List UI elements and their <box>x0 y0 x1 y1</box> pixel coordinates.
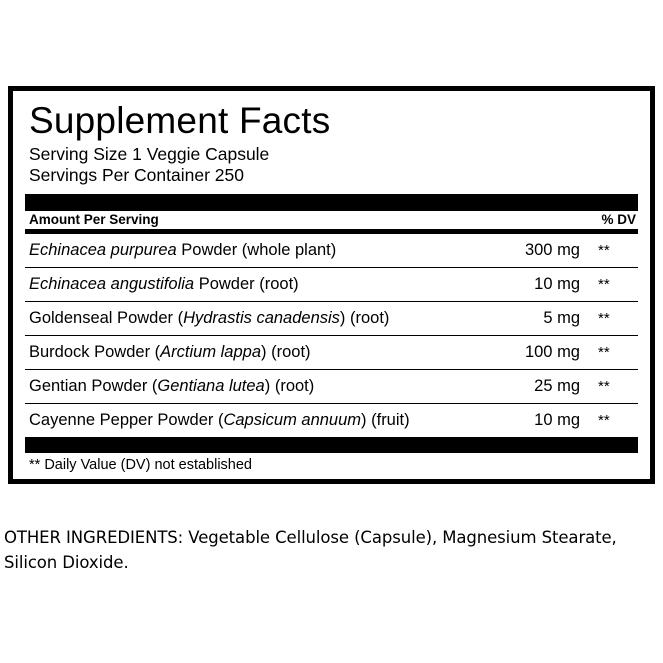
ingredient-amount: 10 mg <box>534 275 580 293</box>
ingredient-dv: ** <box>598 344 610 361</box>
supplement-facts-panel <box>8 86 655 484</box>
nutrient-table <box>25 234 638 437</box>
other-ingredients-list: Vegetable Cellulose (Capsule), Magnesium Stearate, Silicon Dioxide. <box>4 528 617 572</box>
ingredient-amount: 300 mg <box>524 241 580 259</box>
amount-per-serving-header <box>25 211 638 229</box>
daily-value-footnote: ** Daily Value (DV) not established <box>29 457 252 473</box>
ingredient-dv: ** <box>598 276 610 293</box>
serving-size-text: Serving Size 1 Veggie Capsule <box>29 144 270 164</box>
thick-divider-top <box>25 194 638 211</box>
table-row <box>25 302 638 336</box>
table-row <box>25 234 638 268</box>
ingredient-name: Goldenseal Powder (Hydrastis canadensis) (root) <box>29 309 390 327</box>
table-row <box>25 404 638 438</box>
ingredient-name: Cayenne Pepper Powder (Capsicum annuum) (fruit) <box>29 411 410 429</box>
ingredient-name: Echinacea purpurea Powder (whole plant) <box>29 241 337 259</box>
ingredient-name: Gentian Powder (Gentiana lutea) (root) <box>29 377 315 395</box>
ingredient-amount: 10 mg <box>534 411 580 429</box>
ingredient-dv: ** <box>598 242 610 259</box>
other-ingredients-text <box>4 525 659 575</box>
ingredient-dv: ** <box>598 310 610 327</box>
ingredient-amount: 5 mg <box>543 309 580 327</box>
table-row <box>25 370 638 404</box>
daily-value-label: % DV <box>601 212 636 227</box>
thick-divider-bottom <box>25 437 638 453</box>
ingredient-dv: ** <box>598 412 610 429</box>
ingredient-name: Burdock Powder (Arctium lappa) (root) <box>29 343 311 361</box>
servings-per-container-text: Servings Per Container 250 <box>29 165 244 185</box>
amount-per-serving-label: Amount Per Serving <box>29 212 159 227</box>
other-ingredients-label: OTHER INGREDIENTS: <box>4 528 184 547</box>
ingredient-amount: 100 mg <box>524 343 580 361</box>
page-title: Supplement Facts <box>29 100 331 141</box>
table-row <box>25 336 638 370</box>
table-row <box>25 268 638 302</box>
ingredient-name: Echinacea angustifolia Powder (root) <box>29 275 299 293</box>
ingredient-dv: ** <box>598 378 610 395</box>
ingredient-amount: 25 mg <box>534 377 580 395</box>
